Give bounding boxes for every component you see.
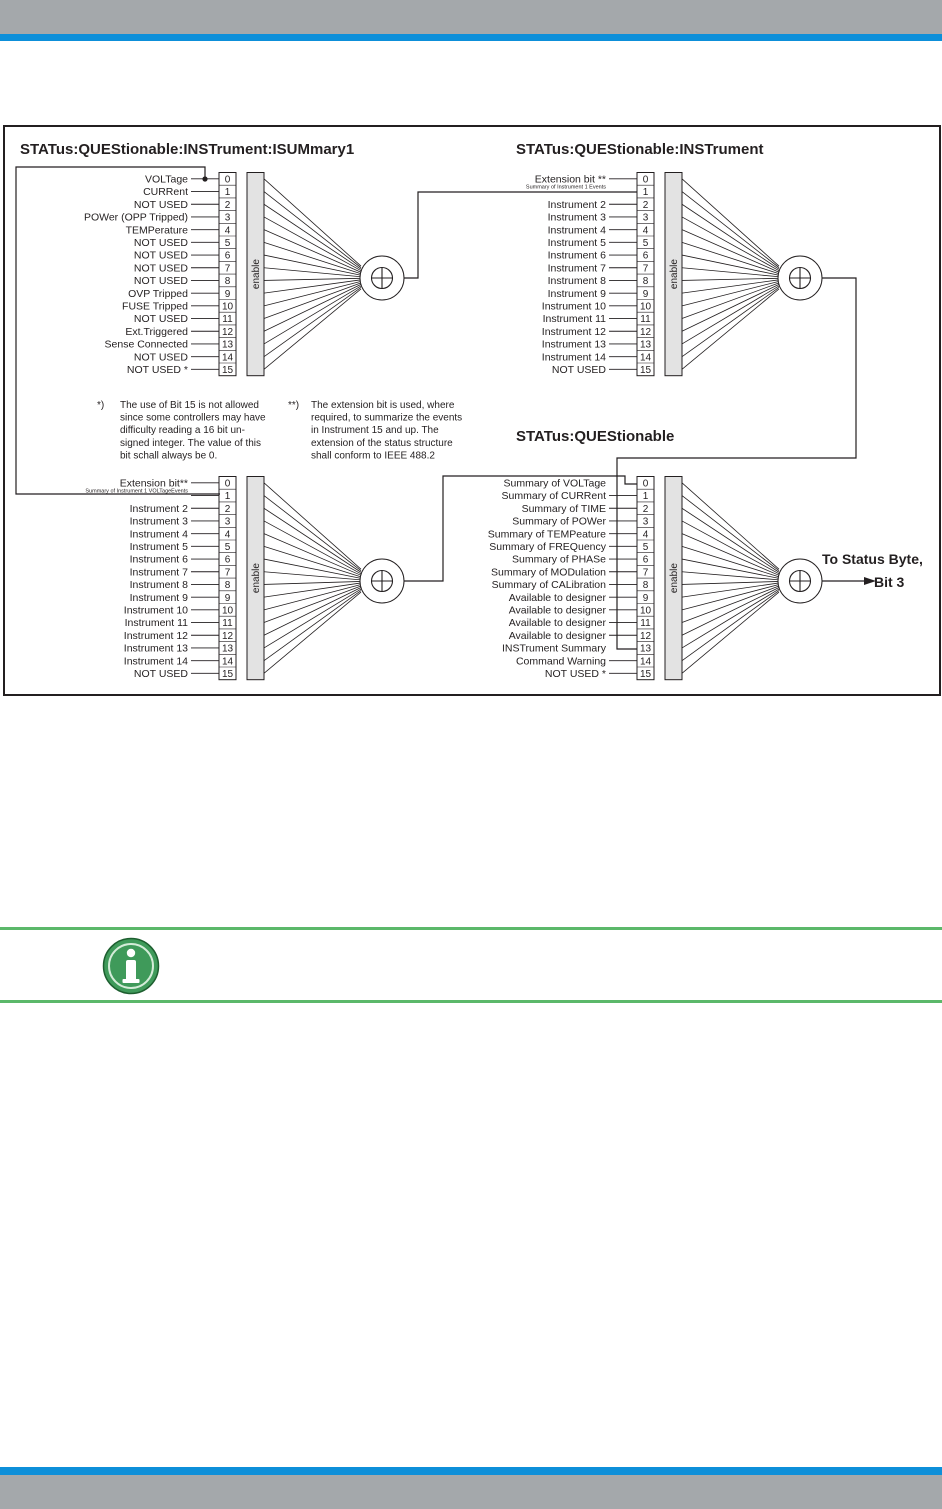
inst-bit-label: Instrument 14 [541, 351, 606, 364]
ques-bit-label: Summary of TIME [521, 502, 606, 515]
ext-bit-number: 7 [224, 567, 231, 579]
ext-bit-number: 8 [224, 580, 231, 592]
note2-marker: **) [288, 400, 300, 411]
isum-bit-number: 11 [222, 314, 233, 326]
isum-bit-number: 8 [224, 276, 231, 288]
isum-title: STATus:QUEStionable:INSTrument:ISUMmary1 [20, 141, 355, 158]
output-text-line2: Bit 3 [874, 574, 905, 590]
isum-bit-label: NOT USED [133, 249, 188, 262]
ques-bit-label: Available to designer [508, 591, 606, 604]
ext-bit-number: 10 [221, 605, 234, 617]
isum-bit-label: Ext.Triggered [125, 325, 188, 338]
isum-bit-number: 15 [221, 364, 234, 376]
note2-text-line: extension of the status structure [311, 437, 453, 449]
ext-enable-label: enable [251, 563, 262, 594]
isum-bit-number: 5 [224, 237, 231, 249]
ext-bit-label: NOT USED [133, 667, 188, 680]
isum-bit-number: 4 [224, 225, 231, 237]
ques-enable-label: enable [669, 563, 680, 594]
note2-text-line: The extension bit is used, where [311, 400, 455, 411]
inst-bit-number: 14 [639, 352, 652, 364]
ques-title: STATus:QUEStionable [516, 428, 675, 445]
isum-bit-number: 0 [224, 174, 231, 186]
inst-bit-number: 2 [642, 199, 649, 211]
ques-bit-label: Summary of FREQuency [489, 540, 606, 553]
ext-bit-number: 11 [222, 618, 233, 630]
isum-bit-number: 3 [224, 212, 231, 224]
inst-bit-number: 3 [642, 212, 649, 224]
ques-bit-number: 7 [642, 567, 649, 579]
inst-title: STATus:QUEStionable:INSTrument [516, 141, 764, 158]
inst-bit-number: 4 [642, 225, 649, 237]
ques-bit-number: 13 [639, 643, 652, 655]
ques-bit-label: Summary of POWer [512, 515, 606, 528]
ques-bit-number: 14 [639, 656, 652, 668]
inst-bit-label: Instrument 13 [541, 338, 606, 351]
inst-bit-label: Instrument 4 [547, 224, 606, 237]
isum-or-gate-symbol [360, 256, 404, 300]
ques-bit-number: 12 [639, 630, 652, 642]
inst-bit-label: Instrument 7 [547, 262, 606, 275]
ques-bit-label: NOT USED * [544, 667, 606, 680]
ext-bit-number: 2 [224, 503, 231, 515]
ques-or-gate-symbol [778, 559, 822, 603]
ext-bit-label: Instrument 7 [129, 566, 188, 579]
isum-enable-label: enable [251, 259, 262, 290]
inst-bit-label: Instrument 8 [547, 275, 606, 288]
inst-sub-label: Summary of Instrument 1 Events [525, 184, 606, 191]
inst-bit-label: Instrument 2 [547, 198, 606, 211]
ext-bit-label: Instrument 5 [129, 540, 188, 553]
ext-bit-label: Instrument 12 [123, 629, 188, 642]
isum-bit-label: OVP Tripped [128, 287, 188, 300]
note1-text-line: The use of Bit 15 is not allowed [120, 400, 259, 411]
inst-bit-number: 8 [642, 276, 649, 288]
isum-bit-label: NOT USED [133, 236, 188, 249]
ext-sub-label: Summary of Instrument 1 VOLTageEvents [85, 488, 188, 495]
ques-bit-number: 2 [642, 503, 649, 515]
ext-bit-number: 0 [224, 478, 231, 490]
ext-bit-number: 1 [224, 491, 231, 503]
ques-bit-label: INSTrument Summary [501, 642, 606, 655]
isum-bit-number: 13 [221, 339, 234, 351]
ques-bit-label: Available to designer [508, 617, 606, 630]
inst-bit-label: Instrument 10 [541, 300, 606, 313]
ext-bit-number: 5 [224, 541, 231, 553]
isum-bit-number: 10 [221, 301, 234, 313]
ques-bit-label: Available to designer [508, 604, 606, 617]
ques-bit-number: 0 [642, 478, 649, 490]
ques-bit-number: 11 [640, 618, 651, 630]
note1-text-line: since some controllers may have [120, 412, 266, 424]
ext-bit-number: 6 [224, 554, 231, 566]
ques-bit-label: Command Warning [515, 655, 606, 668]
inst-bit-label: Instrument 11 [542, 313, 606, 326]
ext-bit-number: 12 [221, 630, 234, 642]
isum-bit-label: Sense Connected [104, 338, 188, 351]
isum-bit-number: 6 [224, 250, 231, 262]
ques-bit-number: 4 [642, 529, 649, 541]
isum-bit-label: FUSE Tripped [122, 300, 188, 313]
note2-text-line: in Instrument 15 and up. The [311, 425, 439, 437]
info-icon [102, 937, 160, 995]
isum-bit-number: 1 [224, 187, 231, 199]
isum-bit-label: CURRent [143, 186, 188, 199]
inst-bit-number: 12 [639, 326, 652, 338]
page-footer-bar [0, 1475, 942, 1509]
inst-bit-number: 1 [642, 187, 649, 199]
ext-bit-number: 4 [224, 529, 231, 541]
inst-bit-label: Instrument 3 [547, 211, 606, 224]
inst-bit-label: Instrument 6 [547, 249, 606, 262]
ques-bit-label: Summary of MODulation [491, 566, 606, 579]
inst-bit-number: 5 [642, 237, 649, 249]
isum-bit-label: POWer (OPP Tripped) [83, 211, 188, 224]
inst-bit-label: NOT USED [551, 363, 606, 376]
isum-bit-label: NOT USED * [126, 363, 188, 376]
inst-bit-number: 9 [642, 288, 649, 300]
isum-bit-label: NOT USED [133, 275, 188, 288]
inst-bit-number: 11 [640, 314, 651, 326]
footer-accent-line [0, 1467, 942, 1475]
inst-bit-label: Extension bit ** [534, 173, 606, 186]
ques-bit-number: 9 [642, 592, 649, 604]
ques-bit-number: 10 [639, 605, 652, 617]
ques-bit-label: Summary of TEMPeature [487, 528, 606, 541]
isum-bit-number: 2 [224, 199, 231, 211]
inst-bit-label: Instrument 12 [541, 325, 606, 338]
ext-bit-label: Extension bit** [119, 477, 188, 490]
ques-bit-label: Available to designer [508, 629, 606, 642]
ques-bit-number: 3 [642, 516, 649, 528]
ext-bit-label: Instrument 10 [123, 604, 188, 617]
isum-bit-label: NOT USED [133, 198, 188, 211]
ques-bit-label: Summary of PHASe [512, 553, 606, 566]
isum-feedback-junction-dot [202, 176, 207, 181]
note1-text-line: bit schall always be 0. [120, 450, 218, 462]
ext-bit-label: Instrument 14 [123, 655, 188, 668]
ques-bit-number: 1 [642, 491, 649, 503]
inst-bit-number: 10 [639, 301, 652, 313]
inst-bit-label: Instrument 9 [547, 287, 606, 300]
isum-bit-label: VOLTage [145, 173, 188, 186]
ext-bit-label: Instrument 4 [129, 528, 188, 541]
isum-bit-number: 7 [224, 263, 231, 275]
isum-bit-label: NOT USED [133, 262, 188, 275]
output-text-line1: To Status Byte, [822, 551, 923, 567]
ques-bit-label: Summary of VOLTage [503, 477, 606, 490]
ques-bit-number: 6 [642, 554, 649, 566]
inst-bit-number: 0 [642, 174, 649, 186]
ext-or-gate-symbol [360, 559, 404, 603]
ext-bit-number: 15 [221, 668, 234, 680]
note2-text-line: shall conform to IEEE 488.2 [311, 450, 435, 462]
isum-bit-label: NOT USED [133, 313, 188, 326]
ext-bit-number: 3 [224, 516, 231, 528]
ext-bit-number: 13 [221, 643, 234, 655]
ext-bit-label: Instrument 3 [129, 515, 188, 528]
note-top-rule [0, 927, 942, 930]
note1-marker: *) [97, 400, 105, 411]
note1-text-line: signed integer. The value of this [120, 437, 262, 449]
note1-text-line: difficulty reading a 16 bit un- [120, 425, 245, 437]
ext-bit-label: Instrument 6 [129, 553, 188, 566]
inst-bit-number: 6 [642, 250, 649, 262]
isum-bit-number: 14 [221, 352, 234, 364]
ext-bit-label: Instrument 8 [129, 579, 188, 592]
inst-bit-number: 7 [642, 263, 649, 275]
inst-bit-number: 15 [639, 364, 652, 376]
isum-bit-number: 9 [224, 288, 231, 300]
ext-bit-label: Instrument 2 [129, 502, 188, 515]
ques-bit-number: 5 [642, 541, 649, 553]
isum-bit-label: TEMPerature [125, 224, 188, 237]
ext-bit-number: 14 [221, 656, 234, 668]
inst-enable-label: enable [669, 259, 680, 290]
ques-bit-number: 8 [642, 580, 649, 592]
ques-bit-label: Summary of CURRent [501, 490, 606, 503]
ext-bit-label: Instrument 11 [124, 617, 188, 630]
inst-bit-label: Instrument 5 [547, 236, 606, 249]
ques-bit-label: Summary of CALibration [491, 579, 606, 592]
isum-bit-number: 12 [221, 326, 234, 338]
note2-text-line: required, to summarize the events [311, 412, 463, 424]
ques-bit-number: 15 [639, 668, 652, 680]
ext-bit-number: 9 [224, 592, 231, 604]
ext-bit-label: Instrument 13 [123, 642, 188, 655]
inst-or-gate-symbol [778, 256, 822, 300]
inst-bit-number: 13 [639, 339, 652, 351]
ext-bit-label: Instrument 9 [129, 591, 188, 604]
isum-bit-label: NOT USED [133, 351, 188, 364]
note-bottom-rule [0, 1000, 942, 1003]
